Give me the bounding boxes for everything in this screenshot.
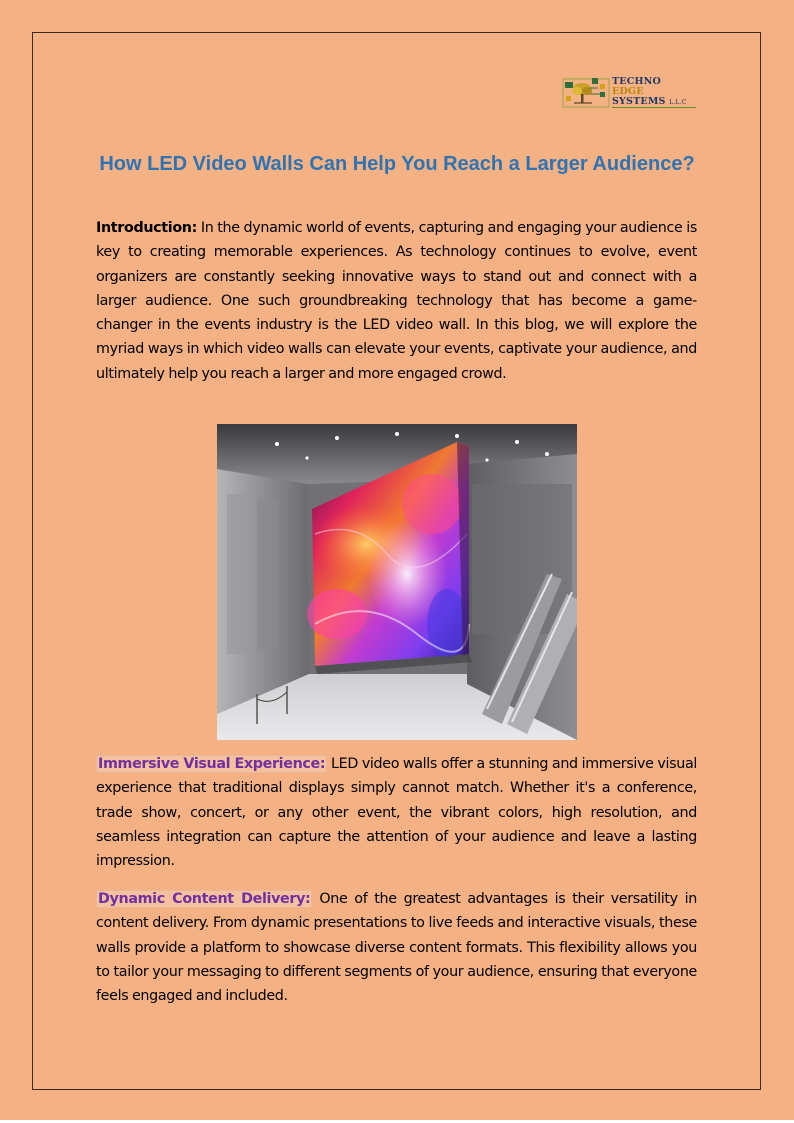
logo-wordmark — [612, 77, 686, 108]
led-wall-illustration — [217, 424, 577, 740]
intro-text: In the dynamic world of events, capturing and engaging your audience is key to creating memorable experiences. As technology continues to evolve, event organizers are constantly seeking innovative ways to stand out and connect with a larger audience. One such groundbreaking technology that has become a game-changer in the events industry is the LED video wall. In this blog, we will explore the myriad ways in which video walls can elevate your events, captivate your audience, and ultimately help you reach a larger and more engaged crowd. — [96, 220, 697, 382]
company-logo — [562, 76, 696, 110]
section-heading: Dynamic Content Delivery: — [98, 891, 311, 907]
logo-line-techno: TECHNO — [612, 76, 662, 87]
logo-systems-text: SYSTEMS — [612, 96, 666, 107]
section-heading: Immersive Visual Experience: — [98, 756, 326, 772]
led-video-wall-photo — [217, 424, 577, 740]
section-immersive-visual-experience — [96, 752, 697, 873]
section-text: LED video walls offer a stunning and immersive visual experience that traditional displays simply cannot match. Whether it's a conference, trade show, concert, or any other event, the vibrant colors, high resolution, and seamless integration can capture the attention of your audience and leave a lasting impression. — [96, 756, 697, 870]
logo-llc-text: L.L.C — [669, 99, 687, 106]
logo-underline — [612, 107, 696, 108]
logo-tree-icon — [562, 76, 610, 110]
section-dynamic-content-delivery — [96, 887, 697, 1008]
intro-label: Introduction: — [96, 220, 197, 236]
intro-paragraph — [96, 216, 697, 386]
section-text: One of the greatest advantages is their versatility in content delivery. From dynamic presentations to live feeds and interactive visuals, these walls provide a platform to showcase diverse content formats. This flexibility allows you to tailor your messaging to different segments of your audience, ensuring that everyone feels engaged and included. — [96, 891, 697, 1005]
logo-line-edge: EDGE — [612, 86, 644, 97]
page-title: How LED Video Walls Can Help You Reach a Larger Audience? — [99, 153, 695, 175]
